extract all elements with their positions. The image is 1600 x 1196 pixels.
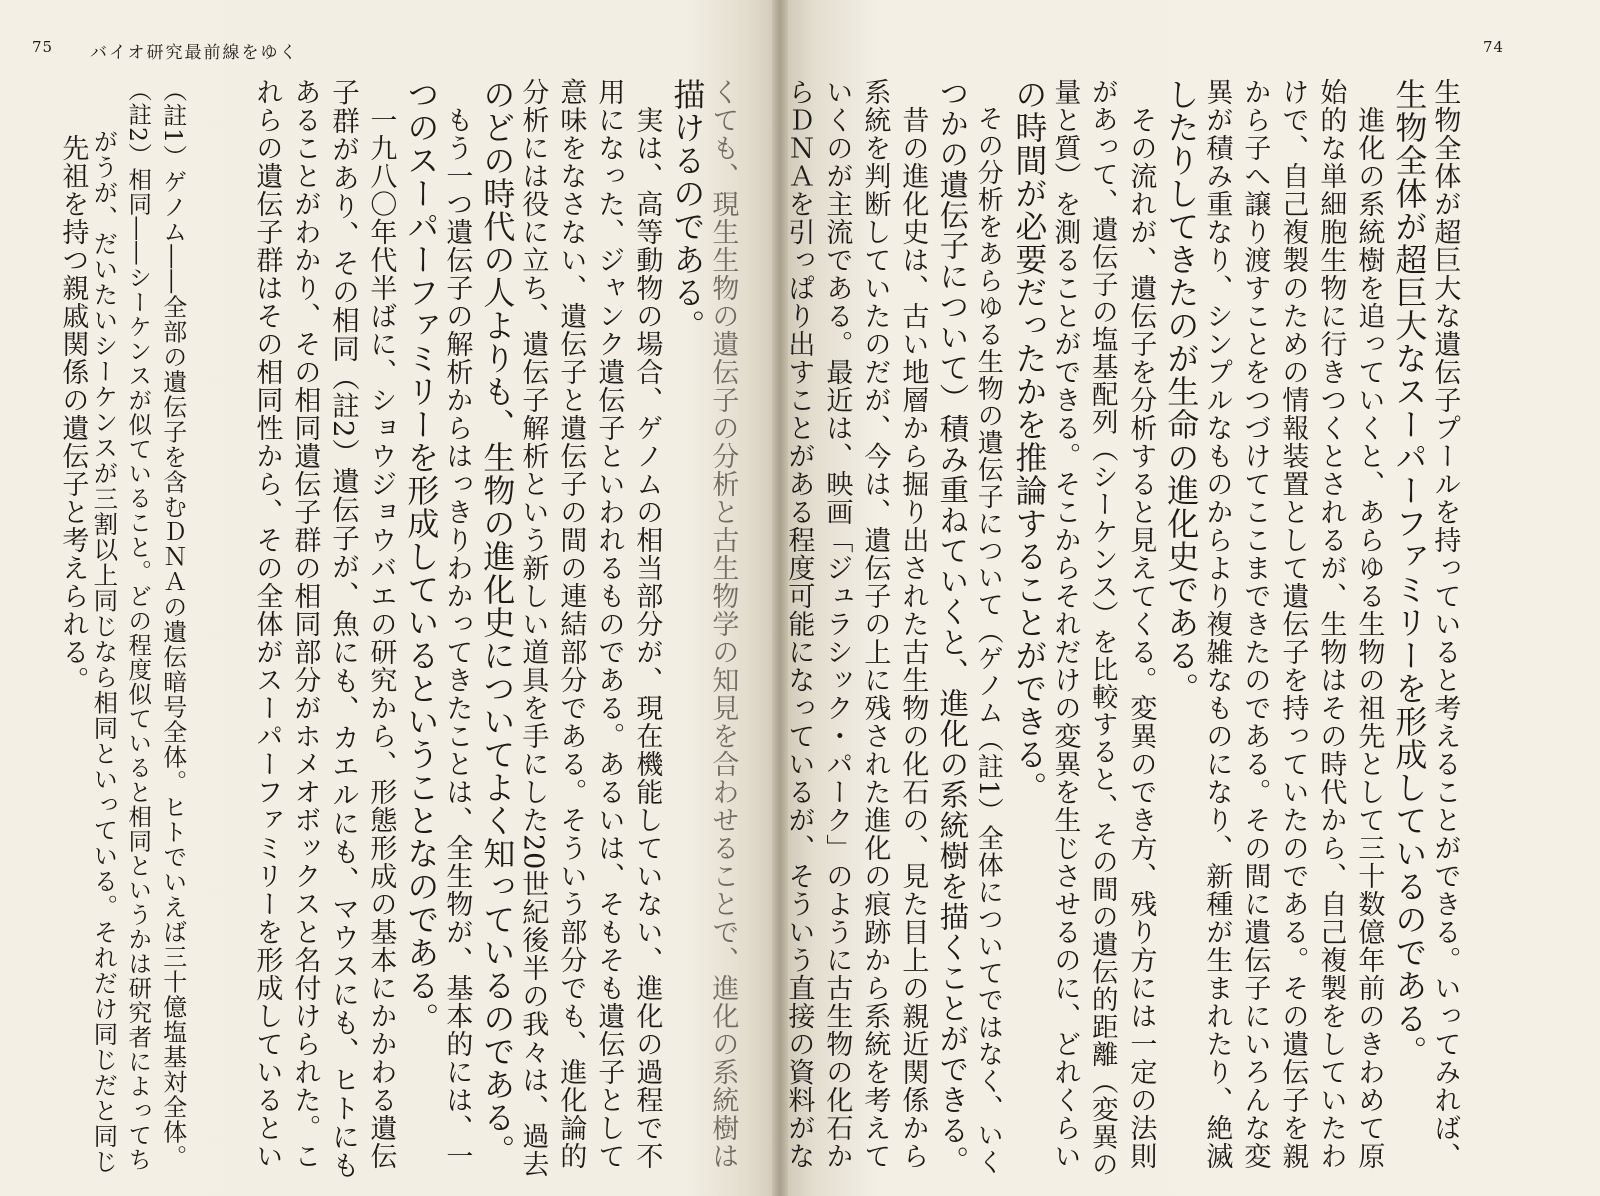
text-line: 意味をなさない、遺伝子と遺伝子の間の連結部分である。そういう部分でも、進化論的 (555, 78, 587, 1170)
text-line: けで、自己複製のための情報装置として遺伝子を持っていたのである。その遺伝子を親 (1277, 78, 1309, 1170)
text-line: 実は、高等動物の場合、ゲノムの相当部分が、現在機能していない、進化の過程で不 (631, 78, 663, 1170)
text-line: くても、現生生物の遺伝子の分析と古生物学の知見を合わせることで、進化の系統樹は (707, 78, 739, 1170)
text-line: 始的な単細胞生物に行きつくとされるが、生物はその時代から、自己複製をしていたわ (1315, 78, 1347, 1170)
text-line: その分析をあらゆる生物の遺伝子について（ゲノム（註1）全体についてではなく、いく (973, 78, 1004, 1176)
footnote-1: （註1）ゲノム――全部の遺伝子を含むＤＮＡの遺伝暗号全体。ヒトでいえば三十億塩基対全体。 (158, 78, 187, 1170)
text-line: 生物全体が超巨大なスーパーファミリーを形成しているのである。 (1390, 78, 1429, 1068)
text-line: らＤＮＡを引っぱり出すことがある程度可能になっているが、そういう直接の資料がな (783, 78, 815, 1170)
running-head: バイオ研究最前線をゆく (90, 43, 299, 63)
footnote-2: （註2）相同――シーケンスが似ていること。どの程度似ていると相同というかは研究者によってち (124, 78, 153, 1172)
text-line: したりしてきたのが生命の進化史である。 (1162, 78, 1201, 705)
text-line: 昔の進化史は、古い地層から掘り出された古生物の化石の、見た目上の親近関係から (897, 78, 929, 1170)
left-page-number: 75 (32, 38, 54, 56)
text-line: あることがわかり、その相同遺伝子群の相同部分がホメオボックスと名付けられた。こ (289, 78, 321, 1170)
footnote-2-continued: がうが、だいたいシーケンスが三割以上同じなら相同といっている。それだけ同じだと同じ (90, 78, 120, 1175)
text-line: れらの遺伝子群はその相同性から、その全体がスーパーファミリーを形成しているとい (251, 78, 283, 1170)
footnote-2-continued: 先祖を持つ親戚関係の遺伝子と考えられる。 (57, 78, 89, 694)
text-line: のどの時代の人よりも、生物の進化史についてよく知っているのである。 (478, 78, 517, 1167)
text-line: 一九八〇年代半ばに、ショウジョウバエの研究から、形態形成の基本にかかわる遺伝 (365, 78, 397, 1170)
text-line: 量と質）を測ることができる。そこからそれだけの変異を生じさせるのに、どれくらい (1049, 78, 1081, 1170)
text-line: もう一つ遺伝子の解析からはっきりわかってきたことは、全生物が、基本的には、一 (441, 78, 473, 1170)
text-line: の時間が必要だったかを推論することができる。 (1010, 78, 1049, 804)
text-line: 分析には役に立ち、遺伝子解析という新しい道具を手にした20世紀後半の我々は、過去 (517, 78, 549, 1179)
text-line: から子へ譲り渡すことをつづけてここまできたのである。その間に遺伝子にいろんな変 (1239, 78, 1271, 1170)
right-page-number: 74 (1483, 38, 1505, 56)
text-line: 系統を判断していたのだが、今は、遺伝子の上に残された進化の痕跡から系統を考えて (859, 78, 891, 1170)
text-line: つのスーパーファミリーを形成しているということなのである。 (402, 78, 441, 1035)
text-line: 異が積み重なり、シンプルなものからより複雑なものになり、新種が生まれたり、絶滅 (1201, 78, 1233, 1170)
text-line: 子群があり、その相同（註2）遺伝子が、魚にも、カエルにも、マウスにも、ヒトにも (327, 78, 359, 1180)
text-line: その流れが、遺伝子を分析すると見えてくる。変異のでき方、残り方には一定の法則 (1125, 78, 1157, 1170)
text-line: いくのが主流である。最近は、映画「ジュラシック・パーク」のように古生物の化石か (821, 78, 853, 1170)
text-line: があって、遺伝子の塩基配列（シーケンス）を比較すると、その間の遺伝的距離（変異の (1086, 78, 1118, 1178)
text-line: つかの遺伝子について）積み重ねていくと、進化の系統樹を描くことができる。 (935, 78, 970, 1176)
text-line: 用になった、ジャンク遺伝子といわれるものである。あるいは、そもそも遺伝子として (593, 78, 625, 1170)
text-line: 生物全体が超巨大な遺伝子プールを持っていると考えることができる。いってみれば、 (1429, 78, 1461, 1170)
text-line: 進化の系統樹を追っていくと、あらゆる生物の祖先として三十数億年前のきわめて原 (1353, 78, 1385, 1170)
text-line: 描けるのである。 (668, 78, 707, 342)
